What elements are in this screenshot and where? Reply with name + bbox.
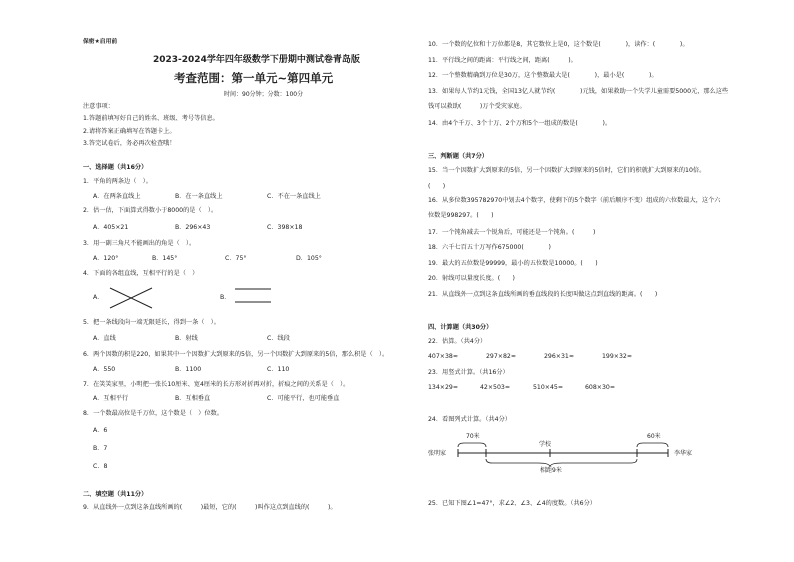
right-home-label: 李华家 <box>674 450 693 457</box>
q1-option-c[interactable]: C．不在一条直线上 <box>267 193 321 200</box>
q8-option-a[interactable]: A．6 <box>93 427 108 434</box>
q4-option-a[interactable]: A． <box>93 294 104 301</box>
question-25: 25．已知下图∠1=47°，求∠2、∠3、∠4的度数。（共6分） <box>428 500 596 507</box>
question-9: 9．从直线外一点到这条直线所画的( )最短，它的( )叫作这点到直线的( )。 <box>83 504 337 511</box>
notes-heading: 注意事项： <box>83 103 114 110</box>
q7-option-a[interactable]: A．互相平行 <box>93 395 129 402</box>
question-17: 17．一个钝角减去一个锐角后，可能还是一个钝角。( ) <box>428 229 596 236</box>
q22-item-2: 297×82≈ <box>486 353 517 360</box>
question-6: 6．两个因数的积是220，如果其中一个因数扩大到原来的5倍，另一个因数扩大到原来的5倍，那么积是（ ）。 <box>83 351 389 358</box>
distance-diagram <box>428 430 703 480</box>
question-16-line1: 16．从多位数395782970中划去4个数字，使剩下的5个数字（前后顺序不变）组成的六位数最大，这个六 <box>428 197 721 204</box>
school-label: 学校 <box>539 441 552 448</box>
question-8-options <box>93 422 107 476</box>
exam-title: 2023-2024学年四年级数学下册期中测试卷青岛版 <box>153 55 360 65</box>
question-14: 14．由4个千万、3个十万、2个万和5个一组成的数是( )。 <box>428 120 612 127</box>
question-2-options <box>93 225 302 231</box>
question-24: 24．看图列式计算。（共4分） <box>428 416 511 423</box>
question-22: 22．估算。（共4分） <box>428 338 487 345</box>
secret-label: 保密★启用前 <box>83 39 118 45</box>
question-21: 21．从直线外一点到这条直线所画的垂直线段的长度叫做这点到直线的距离。( ) <box>428 291 658 298</box>
question-3-options <box>93 256 322 262</box>
q1-option-b[interactable]: B．在一条直线上 <box>175 193 223 200</box>
q1-option-a[interactable]: A．在两条直线上 <box>93 193 141 200</box>
q3-option-b[interactable]: B．145° <box>152 255 178 262</box>
q4-figure-a <box>108 286 154 310</box>
section-judge: 三、判断题（共7分） <box>428 153 488 160</box>
question-12: 12．一个整数精确到万位是30万，这个整数最大是( )，最小是( )。 <box>428 72 658 79</box>
q23-item-1: 134×29= <box>428 384 459 391</box>
exam-subtitle: 考查范围：第一单元~第四单元 <box>174 71 334 85</box>
question-8: 8．一个数最高位是千万位，这个数是（ ）位数。 <box>83 410 224 417</box>
question-15-line2: ( ) <box>428 183 446 190</box>
left-home-label: 张明家 <box>428 450 447 457</box>
q5-option-b[interactable]: B．射线 <box>175 335 198 342</box>
q5-option-a[interactable]: A．直线 <box>93 335 116 342</box>
q2-option-a[interactable]: A．405×21 <box>93 224 129 231</box>
question-22-items <box>428 354 632 360</box>
q3-option-d[interactable]: D．105° <box>296 255 322 262</box>
question-6-options <box>93 367 289 373</box>
note-2: 2.请将答案正确填写在答题卡上。 <box>83 127 176 135</box>
q3-option-a[interactable]: A．120° <box>93 255 119 262</box>
question-20: 20．射线可以量度长度。( ) <box>428 275 515 282</box>
q23-item-4: 608×30= <box>585 384 616 391</box>
q23-item-2: 42×503= <box>480 384 511 391</box>
question-13-line1: 13．如果每人节约1元钱，全国13亿人就节约( )元钱，如果救助一个失学儿童需要5000元，那么这些 <box>428 88 729 95</box>
q22-item-3: 296×31≈ <box>544 353 575 360</box>
question-11: 11．平行线之间的距离：平行线之间，距离( )。 <box>428 57 577 64</box>
question-7-options <box>93 396 339 402</box>
q8-option-b[interactable]: B．7 <box>93 445 108 452</box>
q2-option-b[interactable]: B．296×43 <box>175 224 211 231</box>
q4-figure-b <box>233 286 273 306</box>
q3-option-c[interactable]: C．75° <box>225 255 247 262</box>
q4-option-b[interactable]: B． <box>220 294 231 301</box>
right-distance-label: 60米 <box>647 433 661 440</box>
question-3: 3．用一副三角尺不能画出的角是（ ）。 <box>83 240 196 247</box>
question-23-items <box>428 385 615 391</box>
question-5: 5．把一条线段向一端无限延长，得到一条（ ）。 <box>83 319 220 326</box>
q22-item-4: 199×32≈ <box>602 353 633 360</box>
question-4: 4．下面的各组直线，互相平行的是（ ） <box>83 270 199 277</box>
question-19: 19．最大的五位数是99999，最小的五位数是10000。( ) <box>428 260 598 267</box>
question-10: 10．一个数的亿位和十万位都是8，其它数位上是0，这个数是( )，读作：( )。 <box>428 41 689 48</box>
q23-item-3: 510×45= <box>533 384 564 391</box>
question-1-options <box>93 194 321 200</box>
q5-option-c[interactable]: C．线段 <box>267 335 290 342</box>
note-3: 3.答完试卷后，务必再次检查哦！ <box>83 140 176 148</box>
question-5-options <box>93 336 290 342</box>
q8-option-c[interactable]: C．8 <box>93 463 108 470</box>
q6-option-b[interactable]: B．1100 <box>175 366 202 373</box>
q7-option-b[interactable]: B．互相垂直 <box>175 395 211 402</box>
left-distance-label: 70米 <box>466 433 480 440</box>
section-choice: 一、选择题（共16分） <box>83 164 148 171</box>
section-fill: 二、填空题（共11分） <box>83 491 148 498</box>
time-score: 时间：90分钟；分数：100分 <box>224 91 304 98</box>
question-16-line2: 位数是998297。( ) <box>428 212 494 219</box>
notes <box>83 101 219 151</box>
question-7: 7．在笑笑家里，小明把一张长10厘米、宽4厘米的长方形对折再对折，折痕之间的关系是（ ）。 <box>83 381 350 388</box>
question-18: 18．六千七百五十万写作675000( ) <box>428 244 551 251</box>
note-1: 1.答题前填写好自己的姓名、班级、考号等信息。 <box>83 115 219 123</box>
q6-option-a[interactable]: A．550 <box>93 366 116 373</box>
question-13-line2: 钱可以救助( )万个受灾家庭。 <box>428 103 526 110</box>
question-2: 2．估一估，下面算式得数小于8000的是（ ）。 <box>83 207 218 214</box>
question-15-line1: 15．当一个因数扩大到原来的5倍，另一个因数扩大到原来的5倍时，它们的积就扩大到原来的10倍。 <box>428 167 706 174</box>
section-calc: 四、计算题（共30分） <box>428 324 493 331</box>
question-1: 1．平角的两条边（ ）。 <box>83 178 152 185</box>
q2-option-c[interactable]: C．398×18 <box>267 224 303 231</box>
q7-option-c[interactable]: C．可能平行，也可能垂直 <box>267 395 340 402</box>
q22-item-1: 407×38≈ <box>428 353 459 360</box>
gap-distance-label: 相距9米 <box>540 467 562 474</box>
q6-option-c[interactable]: C．110 <box>267 366 290 373</box>
question-23: 23．用竖式计算。（共16分） <box>428 369 509 376</box>
